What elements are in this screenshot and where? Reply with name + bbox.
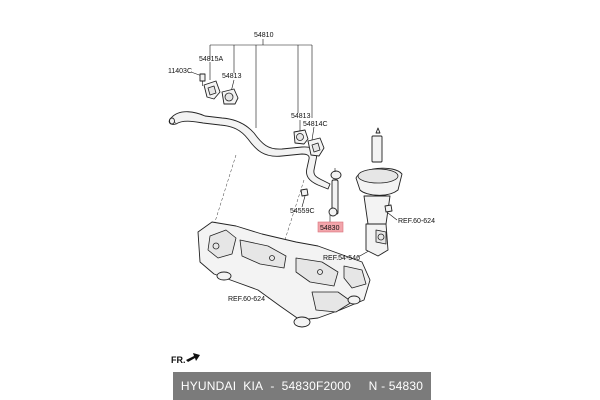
bolt-11403c <box>200 74 205 86</box>
stabilizer-link-54830 <box>329 168 341 216</box>
label-ref-knuckle: REF.60-624 <box>398 218 435 225</box>
front-subframe <box>198 222 370 327</box>
label-54813-left: 54813 <box>222 73 242 80</box>
bracket-54814c <box>308 138 324 156</box>
front-arrow-icon <box>186 353 200 362</box>
label-ref-subframe: REF.60-624 <box>228 296 265 303</box>
part-number-text: 54830F2000 <box>281 379 351 393</box>
label-54559c: 54559C <box>290 208 315 215</box>
label-54813-right: 54813 <box>291 113 311 120</box>
nut-54559c <box>301 189 308 196</box>
label-54810: 54810 <box>254 32 274 39</box>
label-54815a: 54815A <box>199 56 224 63</box>
label-54814c: 54814C <box>303 121 328 128</box>
part-info-bar: HYUNDAI KIA - 54830F2000 N - 54830 <box>173 372 431 400</box>
bush-54813-right <box>294 130 308 144</box>
brand-text: HYUNDAI KIA <box>180 379 264 393</box>
label-54830: 54830 <box>320 225 340 232</box>
bush-54813-left <box>222 89 238 104</box>
catalog-number-text: N - 54830 <box>368 379 424 393</box>
strut-assembly <box>356 128 402 256</box>
bracket-54815a <box>204 81 220 99</box>
front-direction-indicator <box>171 353 200 365</box>
front-label: FR. <box>171 355 186 365</box>
label-ref-strut: REF.54-546 <box>323 255 360 262</box>
label-11403c: 11403C <box>168 68 193 75</box>
knuckle-nut <box>385 205 392 212</box>
